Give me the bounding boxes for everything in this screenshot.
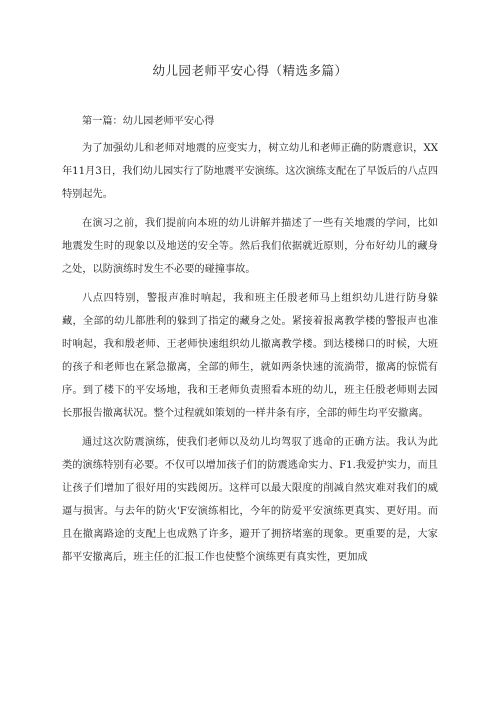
paragraph: 为了加强幼儿和老师对地震的应变实力，树立幼儿和老师正确的防震意识，XX年11月3日，我们幼儿园实行了防地震平安演练。这次演练支配在了早饭后的八点四特别起先。 [62,143,439,200]
section-heading: 第一篇：幼儿园老师平安心得 [82,116,215,127]
paragraph: 通过这次防震演练，使我们老师以及幼儿均驾驭了逃命的正确方法。我认为此类的演练特别有必要。不仅可以增加孩子们的防震逃命实力、F1.我爱护实力，而且让孩子们增加了很好用的实践阅历。这样可以最大限度的削减自然灾难对我们的威逼与损害。与去年的防火'F安演练相比，今年的防爱平安演练更真实、更好用。而且在撤离路途的支配上也成熟了许多，避开了拥挤堵塞的现象。更重要的是，大家都平安撤离后，班主任的汇报工作也使整个演练更有真实性，更加成 [62,437,438,563]
document-title: 幼儿园老师平安心得（精选多篇） [152,63,348,78]
document-body [62,110,438,575]
paragraph: 八点四特别，警报声准时响起，我和班主任殷老师马上组织幼儿进行防身躲藏，全部的幼儿都胜利的躲到了指定的藏身之处。紧接着报离教学楼的警报声也准时响起，我和殷老师、王老师快速组织幼儿撤离教学楼。到达楼梯口的时候，大班的孩子和老师也在紧急撤离，全部的师生，就如两条快速的流淌带，撤离的惊慌有序。到了楼下的平安场地，我和王老师负责照看本班的幼儿，班主任殷老师则去园长那报告撤离状况。整个过程就如策划的一样井条有序，全部的师生均平安撤离。 [62,293,438,419]
paragraph: 在演习之前，我们提前向本班的幼儿讲解并描述了一些有关地震的学问，比如地震发生时的现象以及地送的安全等。然后我们依据就近原则，分布好幼儿的藏身之处，以防演练时发生不必要的碰撞事故。 [62,218,438,275]
